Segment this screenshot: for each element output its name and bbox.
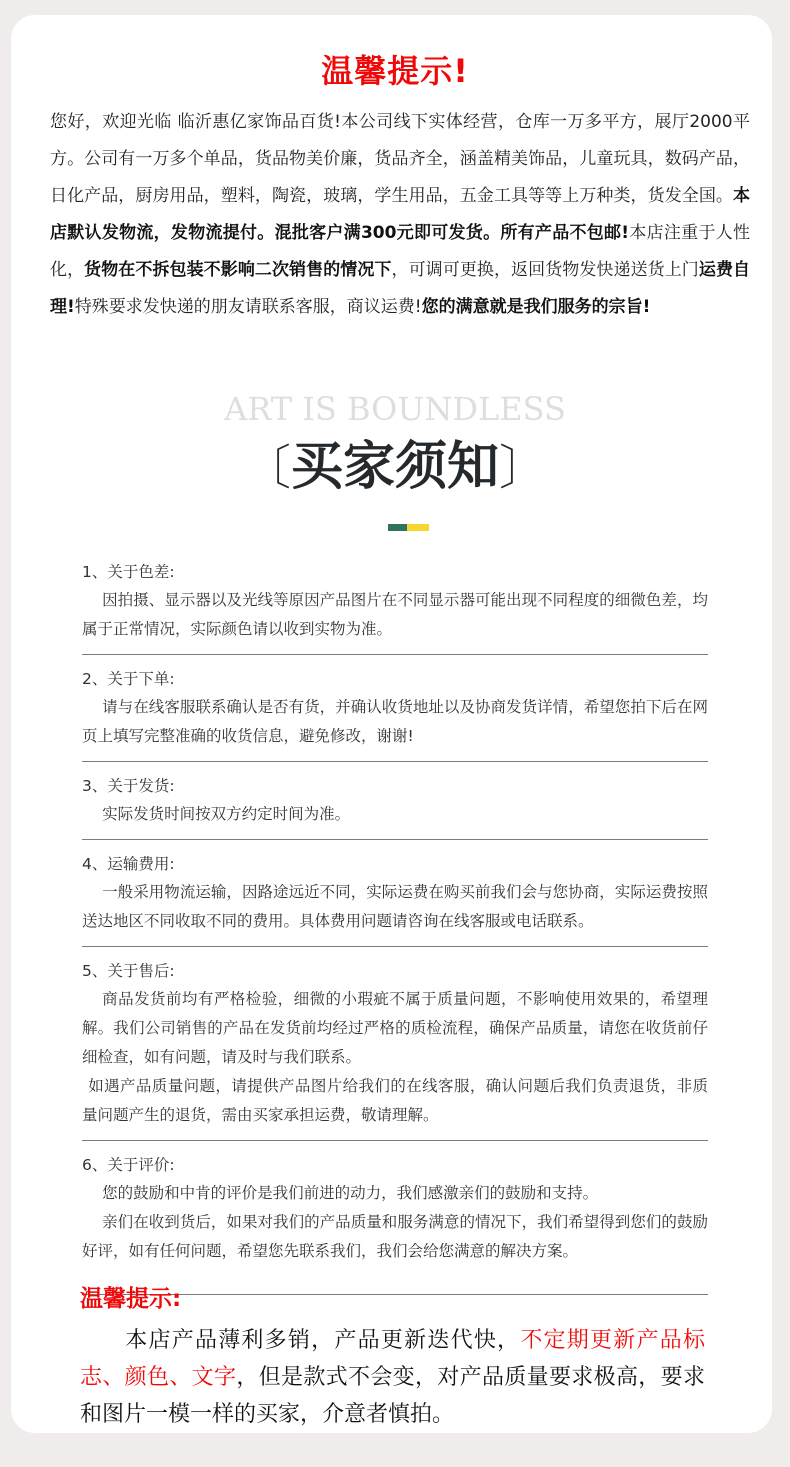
section-body	[82, 985, 708, 1130]
intro-bold-text: 运费自理!	[50, 260, 751, 317]
section-body	[82, 586, 708, 644]
section-after-sales	[82, 955, 708, 1141]
section-title: 4、运输费用:	[82, 855, 175, 873]
notice-sections	[82, 556, 708, 1303]
section-paragraph: 因拍摄、显示器以及光线等原因产品图片在不同显示器可能出现不同程度的细微色差，均属于正常情况，实际颜色请以收到实物为准。	[82, 591, 708, 638]
tip-body	[80, 1322, 705, 1433]
section-color-difference	[82, 556, 708, 655]
banner-subtitle: ART IS BOUNDLESS	[224, 390, 566, 428]
section-shipping	[82, 770, 708, 840]
section-freight	[82, 848, 708, 947]
section-reviews	[82, 1149, 708, 1295]
section-paragraph: 如遇产品质量问题，请提供产品图片给我们的在线客服，确认问题后我们负责退货，非质量问题产生的退货，需由买家承担运费，敬请理解。	[82, 1077, 708, 1124]
section-body	[82, 800, 708, 829]
accent-bar-green	[388, 524, 407, 531]
intro-text: 您好，欢迎光临 临沂惠亿家饰品百货!本公司线下实体经营，仓库一万多平方，展厅2000平方。公司有一万多个单品，货品物美价廉，货品齐全，涵盖精美饰品，儿童玩具，数码产品，日化产品，厨房用品，塑料，陶瓷，玻璃，学生用品，五金工具等等上万种类，货发全国。	[50, 112, 750, 206]
section-title: 2、关于下单:	[82, 670, 175, 688]
section-body	[82, 1179, 708, 1266]
intro-bold-text: 您的满意就是我们服务的宗旨!	[421, 297, 651, 317]
accent-bar	[388, 524, 429, 531]
section-title: 3、关于发货:	[82, 777, 175, 795]
intro-text: 本店注重于人性化，	[50, 223, 750, 280]
section-paragraph: 您的鼓励和中肯的评价是我们前进的动力，我们感激亲们的鼓励和支持。	[102, 1184, 599, 1202]
banner-title-text: 买家须知	[290, 436, 499, 497]
intro-text: 特殊要求发快递的朋友请联系客服，商议运费!	[74, 297, 422, 317]
section-paragraph: 商品发货前均有严格检验，细微的小瑕疵不属于质量问题，不影响使用效果的，希望理解。我们公司销售的产品在发货前均经过严格的质检流程，确保产品质量，请您在收货前仔细检查，如有问题，请及时与我们联系。	[82, 990, 708, 1066]
right-bracket-icon: 〕	[499, 440, 548, 496]
intro-text: ，可调可更换，返回货物发快递送货上门	[391, 260, 699, 280]
tip-title: 温馨提示:	[80, 1286, 182, 1312]
intro-bold-text: 货物在不拆包装不影响二次销售的情况下	[84, 260, 392, 280]
banner-title	[0, 432, 790, 503]
section-paragraph: 亲们在收到货后，如果对我们的产品质量和服务满意的情况下，我们希望得到您们的鼓励好评，如有任何问题，希望您先联系我们，我们会给您满意的解决方案。	[82, 1213, 708, 1260]
accent-bar-yellow	[407, 524, 429, 531]
section-title: 5、关于售后:	[82, 962, 175, 980]
section-title: 1、关于色差:	[82, 563, 175, 581]
intro-bold-text: 本店默认发物流，发物流提付。混批客户满300元即可发货。所有产品不包邮!	[50, 186, 750, 243]
page-title: 温馨提示!	[321, 52, 469, 90]
section-paragraph: 实际发货时间按双方约定时间为准。	[102, 805, 351, 823]
tip-text: 本店产品薄利多销，产品更新迭代快，	[124, 1328, 521, 1353]
intro-paragraph	[50, 104, 750, 326]
section-paragraph: 请与在线客服联系确认是否有货，并确认收货地址以及协商发货详情，希望您拍下后在网页上填写完整准确的收货信息，避免修改，谢谢!	[82, 698, 708, 745]
section-body	[82, 878, 708, 936]
section-ordering	[82, 663, 708, 762]
section-paragraph: 一般采用物流运输，因路途远近不同，实际运费在购买前我们会与您协商，实际运费按照送达地区不同收取不同的费用。具体费用问题请咨询在线客服或电话联系。	[82, 883, 708, 930]
left-bracket-icon: 〔	[242, 440, 291, 496]
section-title: 6、关于评价:	[82, 1156, 175, 1174]
section-body	[82, 693, 708, 751]
tip-text: ，但是款式不会变，对产品质量要求极高，要求和图片一模一样的买家，介意者慎拍。	[80, 1365, 705, 1427]
tip-highlight-text: 不定期更新产品标志、颜色、文字	[80, 1328, 705, 1390]
